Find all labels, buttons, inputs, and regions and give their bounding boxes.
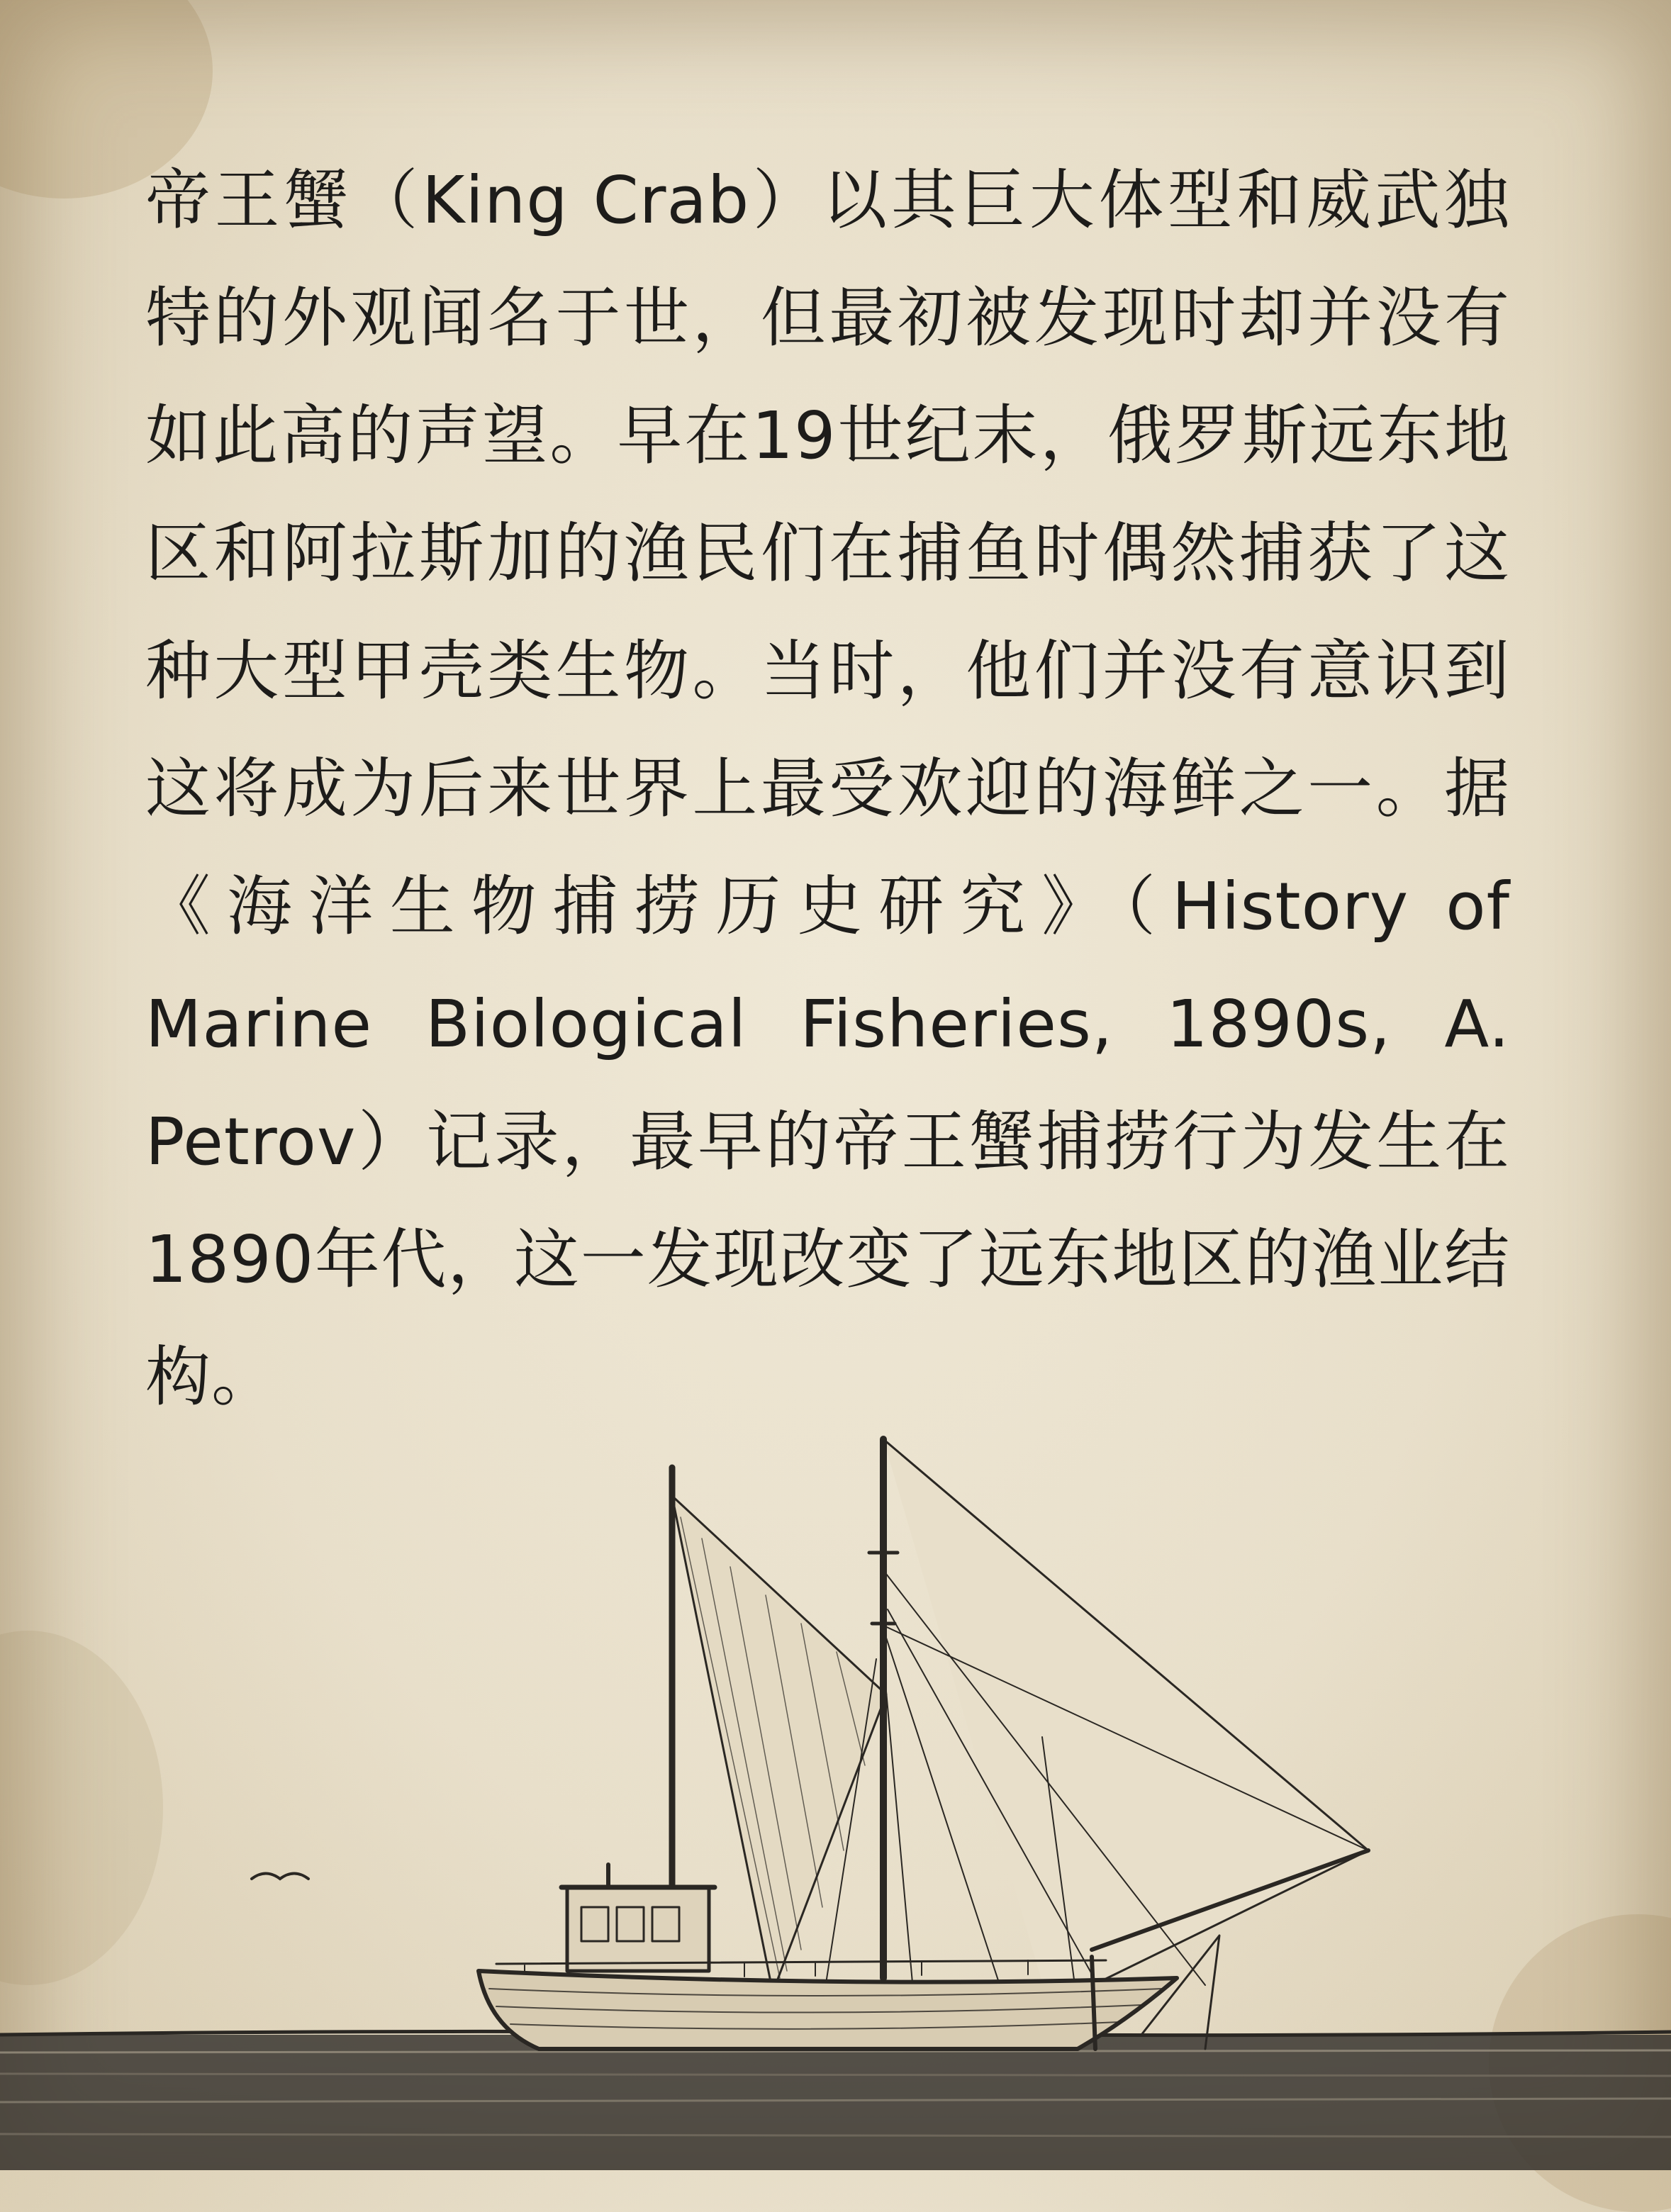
seagull-icon: [252, 1874, 308, 1879]
boat-icon: [479, 1439, 1368, 2049]
sea-icon: [0, 2031, 1671, 2170]
body-paragraph: 帝王蟹（King Crab）以其巨大体型和威武独特的外观闻名于世，但最初被发现时却并没有如此高的声望。早在19世纪末，俄罗斯远东地区和阿拉斯加的渔民们在捕鱼时偶然捕获了这种大型甲壳类生物。当时，他们并没有意识到这将成为后来世界上最受欢迎的海鲜之一。据《海洋生物捕捞历史研究》（History of Marine Biological Fisheries, 1890s, A. Petrov）记录，最早的帝王蟹捕捞行为发生在1890年代，这一发现改变了远东地区的渔业结构。: [145, 162, 1510, 1415]
sailing-fishing-boat-illustration: [0, 1411, 1671, 2170]
